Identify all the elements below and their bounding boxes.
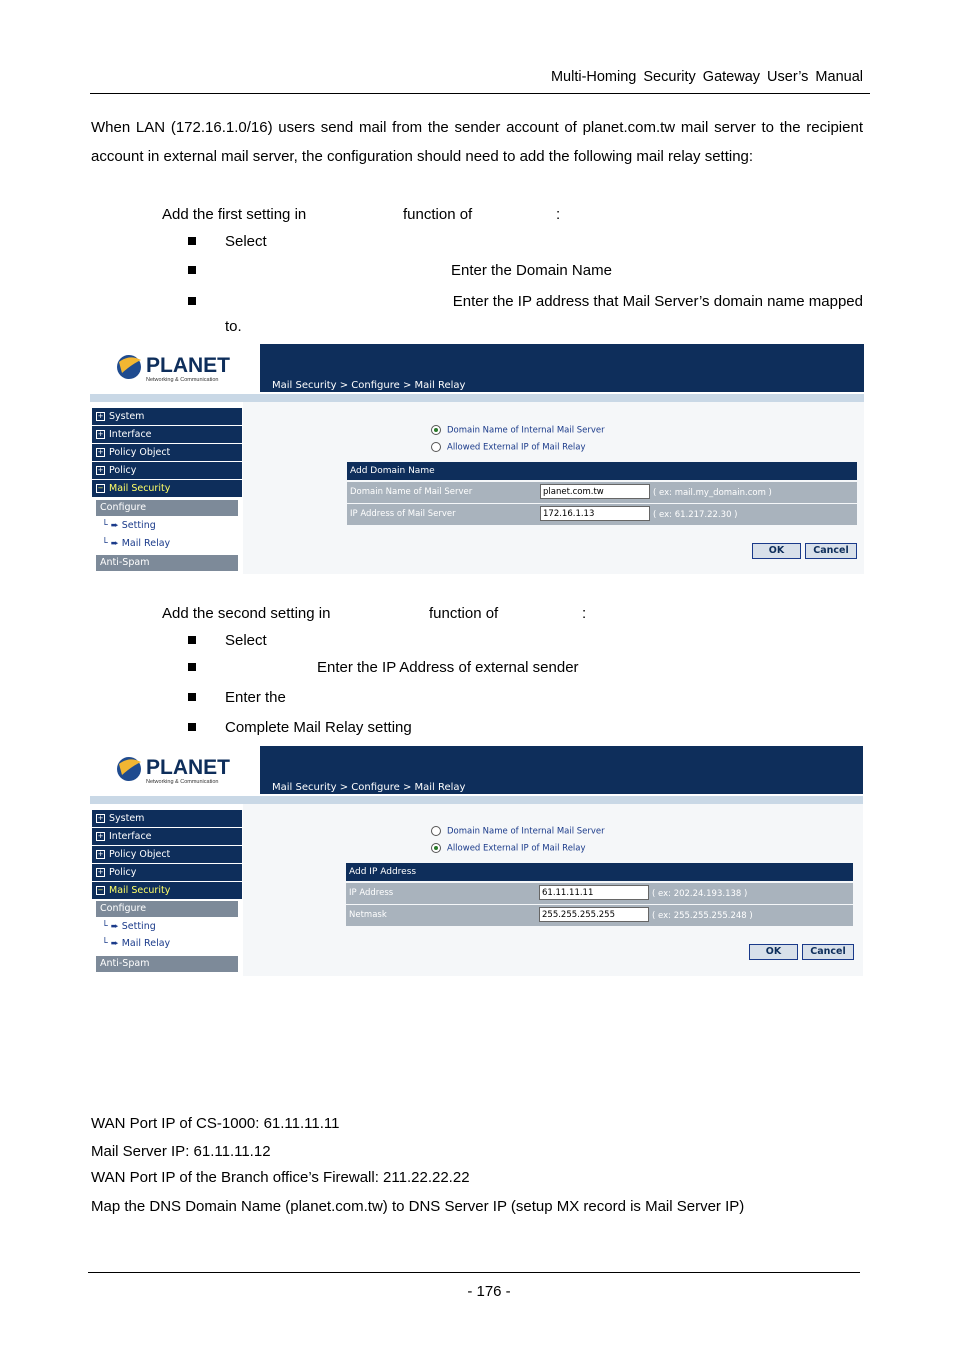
svg-text:Networking & Communication: Networking & Communication [146, 779, 219, 785]
svg-text:PLANET: PLANET [146, 354, 230, 377]
field-hint: ( ex: 61.217.22.30 ) [653, 510, 738, 520]
step2-bullet-3: Enter the [225, 689, 286, 706]
form-row-ip [347, 504, 857, 525]
ok-button[interactable]: OK [752, 543, 801, 559]
screenshot-domain-name [90, 344, 864, 574]
bullet-icon [188, 663, 196, 671]
cancel-button[interactable]: Cancel [802, 944, 854, 960]
field-label: Netmask [349, 910, 387, 920]
field-label: Domain Name of Mail Server [350, 487, 473, 497]
header-rule [90, 93, 870, 94]
nav-anti-spam[interactable]: Anti-Spam [96, 555, 238, 571]
step2-lead-c: : [582, 605, 587, 622]
step1-bullet-1: Select [225, 233, 267, 250]
step1-bullet-3: Enter the IP address that Mail Server’s domain name mapped [452, 293, 863, 310]
info-line-2: Mail Server IP: 61.11.11.12 [91, 1143, 271, 1160]
field-label: IP Address [349, 888, 394, 898]
info-line-1: WAN Port IP of CS-1000: 61.11.11.11 [91, 1115, 340, 1132]
bullet-icon [188, 237, 196, 245]
field-label: IP Address of Mail Server [350, 509, 456, 519]
field-hint: ( ex: mail.my_domain.com ) [653, 488, 772, 498]
page-number: - 176 - [467, 1283, 511, 1300]
step2-bullet-4: Complete Mail Relay setting [225, 719, 412, 736]
content-area [243, 402, 864, 574]
radio-unchecked-icon[interactable] [431, 826, 441, 836]
info-line-4: Map the DNS Domain Name (planet.com.tw) to DNS Server IP (setup MX record is Mail Server IP) [91, 1198, 745, 1215]
radio-allowed-ip[interactable]: Allowed External IP of Mail Relay [431, 442, 586, 453]
planet-logo [90, 344, 260, 392]
radio-domain-name[interactable]: Domain Name of Internal Mail Server [431, 826, 605, 837]
radio-allowed-ip[interactable]: Allowed External IP of Mail Relay [431, 843, 586, 854]
step2-bullet-2: Enter the IP Address of external sender [317, 659, 579, 676]
form-row-netmask [346, 905, 853, 926]
nav-configure[interactable]: Configure [96, 500, 238, 516]
netmask-input[interactable]: 255.255.255.255 [539, 907, 649, 922]
bullet-icon [188, 693, 196, 701]
nav-policy[interactable]: + Policy [92, 462, 242, 479]
bullet-icon [188, 723, 196, 731]
step2-bullet-1: Select [225, 632, 267, 649]
top-banner [260, 344, 864, 392]
banner-strip [90, 394, 864, 402]
radio-domain-name[interactable]: Domain Name of Internal Mail Server [431, 425, 605, 436]
tree-setting[interactable]: └ ➨ Setting [102, 520, 156, 531]
footer-rule [88, 1272, 860, 1273]
tree-mail-relay[interactable]: └ ➨ Mail Relay [102, 538, 171, 549]
field-hint: ( ex: 255.255.255.248 ) [652, 911, 753, 921]
nav-mail-security[interactable]: − Mail Security [92, 480, 242, 497]
svg-text:PLANET: PLANET [146, 756, 230, 779]
step2-lead-b: function of [429, 605, 499, 622]
nav-policy-object[interactable]: + Policy Object [92, 444, 242, 461]
step2-lead-a: Add the second setting in [162, 605, 331, 622]
domain-name-input[interactable]: planet.com.tw [540, 484, 650, 499]
screenshot-allowed-ip [90, 746, 863, 976]
ip-address-input[interactable]: 61.11.11.11 [539, 885, 649, 900]
breadcrumb: Mail Security > Configure > Mail Relay [272, 782, 466, 793]
nav-system[interactable]: + System [92, 810, 242, 827]
radio-checked-icon[interactable] [431, 843, 441, 853]
tree-setting[interactable]: └ ➨ Setting [102, 921, 156, 932]
nav-anti-spam[interactable]: Anti-Spam [96, 956, 238, 972]
radio-unchecked-icon[interactable] [431, 442, 441, 452]
tree-mail-relay[interactable]: └ ➨ Mail Relay [102, 938, 171, 949]
step1-lead-a: Add the first setting in [162, 206, 307, 223]
form-title: Add IP Address [346, 863, 853, 881]
nav-configure[interactable]: Configure [96, 901, 238, 917]
top-banner [260, 746, 863, 794]
radio-checked-icon[interactable] [431, 425, 441, 435]
info-line-3: WAN Port IP of the Branch office’s Firewall: 211.22.22.22 [91, 1169, 470, 1186]
form-title: Add Domain Name [347, 462, 857, 480]
content-area [243, 804, 863, 976]
intro-paragraph: When LAN (172.16.1.0/16) users send mail from the sender account of planet.com.tw mail server to the recipient account in external mail server, the configuration should need to add the following mail relay setting: [91, 119, 863, 165]
form-row-ip [346, 883, 853, 904]
bullet-icon [188, 297, 196, 305]
manual-title: Multi-Homing Security Gateway User’s Manual [550, 69, 863, 85]
breadcrumb: Mail Security > Configure > Mail Relay [272, 380, 466, 391]
form-row-domain [347, 482, 857, 503]
field-hint: ( ex: 202.24.193.138 ) [652, 889, 748, 899]
nav-system[interactable]: + System [92, 408, 242, 425]
step1-bullet-3-cont: to. [225, 318, 242, 335]
step1-bullet-2: Enter the Domain Name [451, 262, 612, 279]
ip-address-input[interactable]: 172.16.1.13 [540, 506, 650, 521]
nav-policy-object[interactable]: + Policy Object [92, 846, 242, 863]
step1-lead-b: function of [403, 206, 473, 223]
step1-lead-c: : [556, 206, 561, 223]
planet-logo [90, 746, 260, 794]
cancel-button[interactable]: Cancel [805, 543, 857, 559]
nav-interface[interactable]: + Interface [92, 426, 242, 443]
ok-button[interactable]: OK [749, 944, 798, 960]
bullet-icon [188, 636, 196, 644]
nav-mail-security[interactable]: − Mail Security [92, 882, 242, 899]
nav-policy[interactable]: + Policy [92, 864, 242, 881]
nav-interface[interactable]: + Interface [92, 828, 242, 845]
bullet-icon [188, 266, 196, 274]
svg-text:Networking & Communication: Networking & Communication [146, 377, 219, 383]
banner-strip [90, 796, 863, 804]
